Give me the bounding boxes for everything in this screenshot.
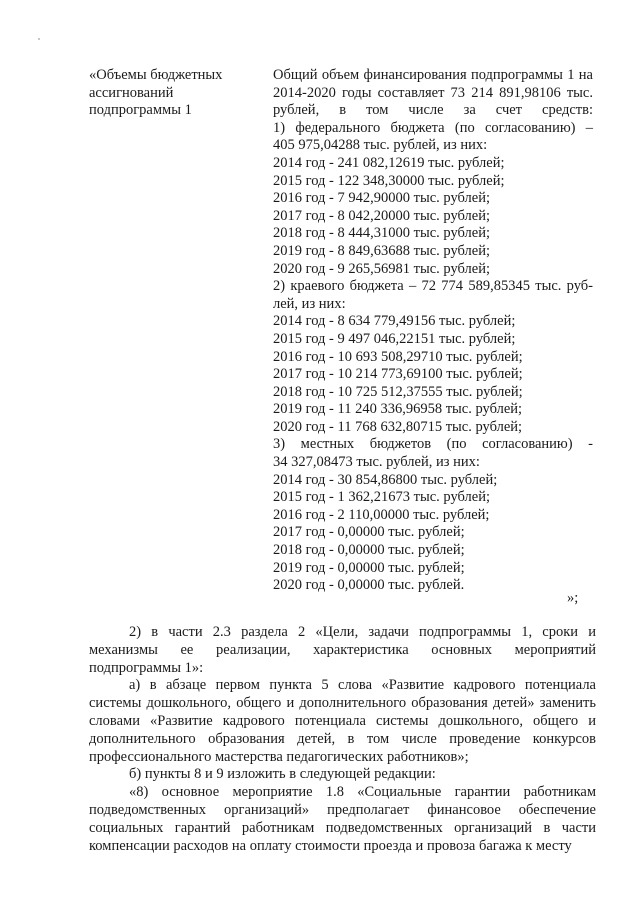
regional-subheading: лей, из них: (273, 295, 346, 312)
federal-total: 405 975,04288 тыс. рублей, из них: (273, 137, 488, 154)
federal-year-line: 2014 год - 241 082,12619 тыс. рублей; (273, 154, 505, 171)
regional-year-line: 2016 год - 10 693 508,29710 тыс. рублей; (273, 348, 523, 365)
amendment-paragraph: 2) в части 2.3 раздела 2 «Цели, задачи подпрограммы 1, сроки и механизмы ее реализации, характеристика основных мероприятий подпрограммы 1»: (89, 624, 596, 676)
scan-speck (38, 38, 40, 40)
regional-year-line: 2014 год - 8 634 779,49156 тыс. рублей; (273, 313, 516, 330)
regional-year-line: 2015 год - 9 497 046,22151 тыс. рублей; (273, 330, 516, 347)
amendment-paragraph: а) в абзаце первом пункта 5 слова «Развитие кадрового потенциала системы дошкольного, общего и дополнительного образования детей» заменить словами «Развитие кадрового потенциала системы дошкольного, общего и дополнительного образования детей, в том числе проведение конкурсов профессионального мастерства педагогических работников»; (89, 677, 596, 765)
federal-year-line: 2015 год - 122 348,30000 тыс. рублей; (273, 172, 505, 189)
local-total: 34 327,08473 тыс. рублей, из них: (273, 454, 480, 471)
local-year-line: 2014 год - 30 854,86800 тыс. рублей; (273, 471, 498, 488)
local-year-line: 2017 год - 0,00000 тыс. рублей; (273, 524, 465, 541)
federal-year-line: 2018 год - 8 444,31000 тыс. рублей; (273, 225, 490, 242)
federal-heading: 1) федерального бюджета (по согласованию) – (273, 119, 593, 136)
row-label: «Объемы бюджетных ассигнований подпрограммы 1 (89, 67, 223, 119)
local-year-line: 2016 год - 2 110,00000 тыс. рублей; (273, 506, 490, 523)
local-year-line: 2019 год - 0,00000 тыс. рублей; (273, 559, 465, 576)
federal-year-line: 2016 год - 7 942,90000 тыс. рублей; (273, 190, 490, 207)
local-year-line: 2020 год - 0,00000 тыс. рублей. (273, 577, 465, 594)
federal-year-line: 2020 год - 9 265,56981 тыс. рублей; (273, 260, 490, 277)
local-heading: 3) местных бюджетов (по согласованию) - (273, 436, 593, 453)
amendment-text (89, 624, 596, 855)
local-year-line: 2015 год - 1 362,21673 тыс. рублей; (273, 489, 490, 506)
total-intro: Общий объем финансирования подпрограммы 1 на 2014-2020 годы составляет 73 214 891,98106 тыс. рублей, в том числе за счет средств: (273, 67, 593, 119)
regional-year-line: 2019 год - 11 240 336,96958 тыс. рублей; (273, 401, 523, 418)
federal-year-line: 2017 год - 8 042,20000 тыс. рублей; (273, 207, 490, 224)
regional-heading: 2) краевого бюджета – 72 774 589,85345 тыс. руб- (273, 278, 593, 295)
local-year-line: 2018 год - 0,00000 тыс. рублей; (273, 542, 465, 559)
amendment-paragraph: б) пункты 8 и 9 изложить в следующей редакции: (129, 766, 436, 783)
regional-year-line: 2020 год - 11 768 632,80715 тыс. рублей; (273, 418, 523, 435)
federal-year-line: 2019 год - 8 849,63688 тыс. рублей; (273, 242, 490, 259)
amendment-paragraph: «8) основное мероприятие 1.8 «Социальные гарантии работникам подведомственных организаций» предполагает финансовое обеспечение социальных гарантий работникам подведомственных организаций в части компенсации расходов на оплату стоимости проезда и провоза багажа к месту (89, 784, 596, 854)
regional-year-line: 2018 год - 10 725 512,37555 тыс. рублей; (273, 383, 523, 400)
funding-description (273, 67, 593, 595)
closing-quote-mark: »; (567, 590, 579, 606)
regional-year-line: 2017 год - 10 214 773,69100 тыс. рублей; (273, 366, 523, 383)
